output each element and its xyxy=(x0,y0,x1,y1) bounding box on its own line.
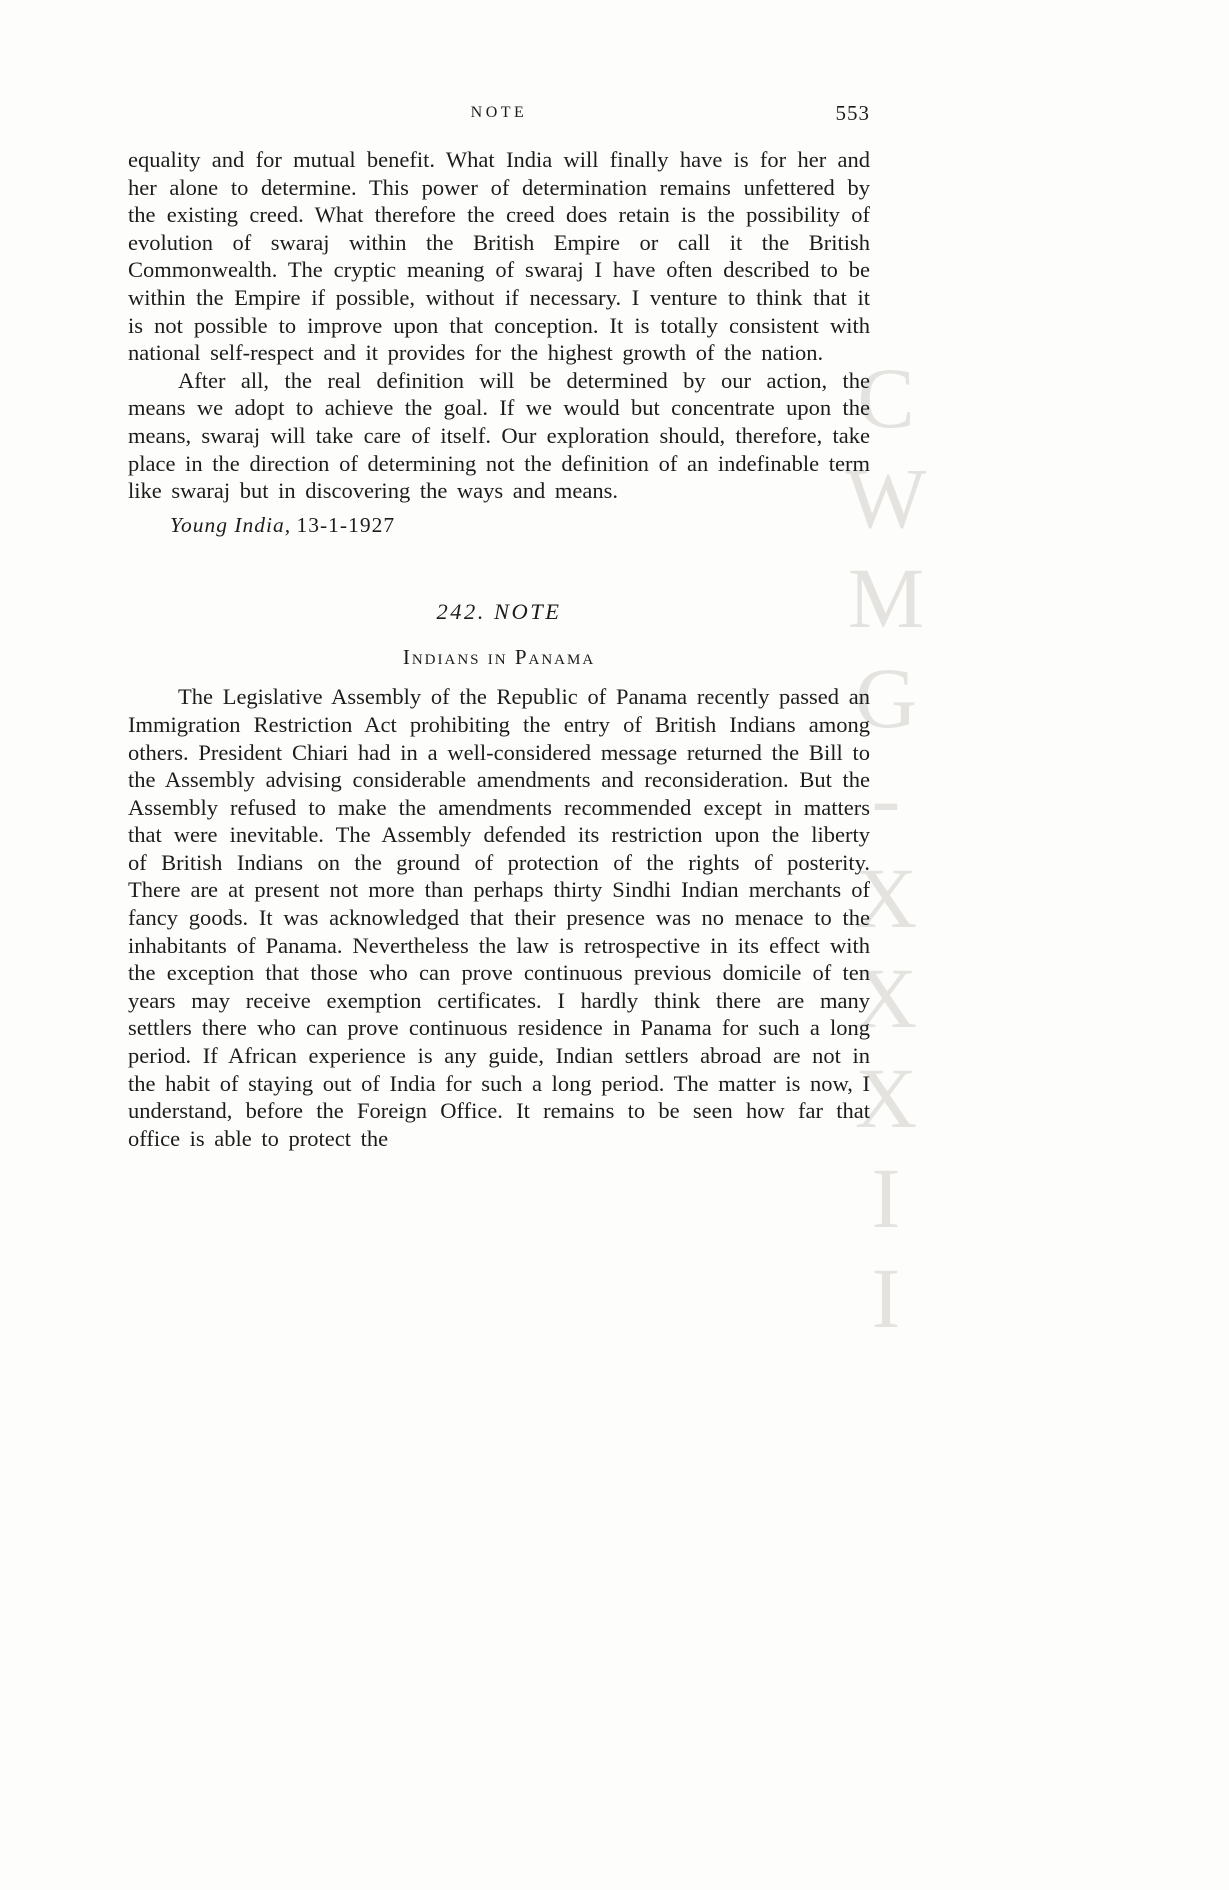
page-header xyxy=(128,101,870,125)
attribution-date: 13-1-1927 xyxy=(296,512,396,537)
running-head: NOTE xyxy=(470,104,528,121)
page-body xyxy=(128,146,870,1152)
paragraph: After all, the real definition will be determined by our action, the means we adopt to achieve the goal. If we would but concentrate upon the means, swaraj will take care of itself. Our exploration should, therefore, take place in the direction of determining not the definition of an indefinable term like swaraj but in discovering the ways and means. xyxy=(128,367,870,504)
attribution-source: Young India, xyxy=(170,512,292,537)
section-heading: 242. NOTE xyxy=(436,599,562,625)
volume-watermark: CWMG-XXXII xyxy=(838,350,934,1350)
page-number: 553 xyxy=(835,101,870,125)
attribution-line xyxy=(128,512,870,540)
section-subheading: Indians in Panama xyxy=(402,645,596,670)
paragraph: The Legislative Assembly of the Republic of Panama recently passed an Immigration Restriction Act prohibiting the entry of British Indians among others. President Chiari had in a well-considered message returned the Bill to the Assembly advising considerable amendments and reconsideration. But the Assembly refused to make the amendments recommended except in matters that were inevitable. The Assembly defended its restriction upon the liberty of British Indians on the ground of protection of the rights of posterity. There are at present not more than perhaps thirty Sindhi Indian merchants of fancy goods. It was acknowledged that their presence was no menace to the inhabitants of Panama. Nevertheless the law is retrospective in its effect with the exception that those who can prove continuous previous domicile of ten years may receive exemption certificates. I hardly think there are many settlers there who can prove continuous residence in Panama for such a long period. If African experience is any guide, Indian settlers abroad are not in the habit of staying out of India for such a long period. The matter is now, I understand, before the Foreign Office. It remains to be seen how far that office is able to protect the xyxy=(128,684,870,1151)
paragraph-continuation: equality and for mutual benefit. What India will finally have is for her and her alone to determine. This power of determination remains unfettered by the existing creed. What therefore the creed does retain is the possibility of evolution of swaraj within the British Empire or call it the British Commonwealth. The cryptic meaning of swaraj I have often described to be within the Empire if possible, without if necessary. I venture to think that it is not possible to improve upon that conception. It is totally consistent with national self-respect and it provides for the highest growth of the nation. xyxy=(128,147,870,366)
